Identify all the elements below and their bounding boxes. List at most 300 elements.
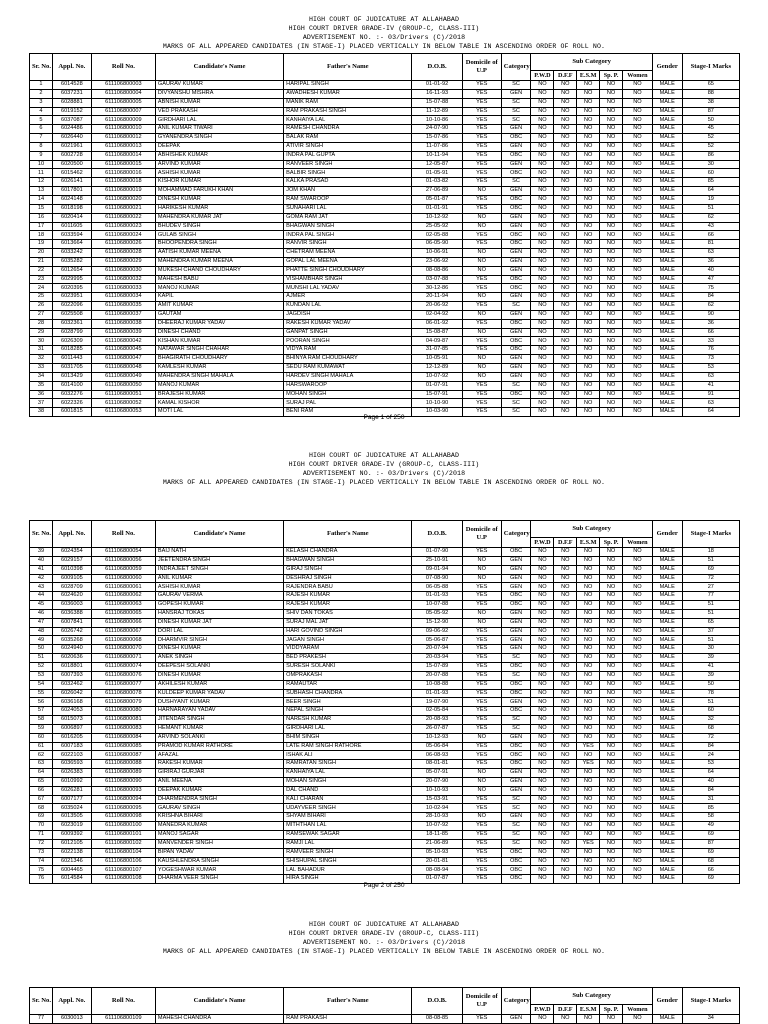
table-cell: NO bbox=[554, 760, 577, 769]
table-cell: 27-06-89 bbox=[412, 187, 462, 196]
table-cell: OBC bbox=[501, 751, 531, 760]
table-cell: NO bbox=[623, 627, 653, 636]
table-cell: 611106800098 bbox=[91, 813, 155, 822]
table-cell: NO bbox=[600, 662, 623, 671]
table-cell: KAMLESH KUMAR bbox=[155, 364, 283, 373]
table-cell: NO bbox=[531, 81, 554, 90]
table-cell: 07-08-90 bbox=[412, 574, 462, 583]
table-cell: MALE bbox=[652, 716, 682, 725]
table-cell: DINESH KUMAR bbox=[155, 671, 283, 680]
table-row bbox=[30, 81, 740, 90]
table-cell: 6024148 bbox=[52, 195, 91, 204]
table-cell: NO bbox=[531, 257, 554, 266]
table-cell: NO bbox=[554, 249, 577, 258]
table-cell: 6013505 bbox=[52, 813, 91, 822]
table-cell: 6011605 bbox=[52, 222, 91, 231]
table-cell: MALE bbox=[652, 107, 682, 116]
table-cell: NO bbox=[600, 654, 623, 663]
table-cell: UDAYVEER SINGH bbox=[284, 804, 412, 813]
col-sr: Sr. No. bbox=[30, 521, 53, 548]
col-domicile: Domicile of U.P bbox=[462, 988, 501, 1015]
table-cell: ASHISH KUMAR bbox=[155, 169, 283, 178]
table-cell: 611106800093 bbox=[91, 786, 155, 795]
table-cell: SEDU RAM KUMAWAT bbox=[284, 364, 412, 373]
table-row bbox=[30, 169, 740, 178]
table-row bbox=[30, 583, 740, 592]
table-cell: NO bbox=[623, 698, 653, 707]
table-cell: 08-08-86 bbox=[412, 266, 462, 275]
table-cell: CHETRAM MEENA bbox=[284, 249, 412, 258]
table-cell: NO bbox=[577, 381, 600, 390]
table-cell: 36 bbox=[682, 319, 739, 328]
table-cell: NO bbox=[600, 381, 623, 390]
table-cell: MALE bbox=[652, 355, 682, 364]
table-cell: 90 bbox=[682, 310, 739, 319]
table-cell: MALE bbox=[652, 346, 682, 355]
table-cell: NO bbox=[577, 134, 600, 143]
table-cell: 6035024 bbox=[52, 804, 91, 813]
table-cell: 51 bbox=[682, 609, 739, 618]
table-cell: NO bbox=[554, 134, 577, 143]
table-cell: NO bbox=[623, 1015, 653, 1024]
table-cell: GANPAT SINGH bbox=[284, 328, 412, 337]
table-cell: NO bbox=[462, 618, 501, 627]
table-cell: NO bbox=[600, 813, 623, 822]
table-cell: NO bbox=[623, 249, 653, 258]
table-cell: 8 bbox=[30, 142, 53, 151]
table-cell: 6031705 bbox=[52, 364, 91, 373]
table-cell: 10-12-92 bbox=[412, 213, 462, 222]
table-cell: GEN bbox=[501, 293, 531, 302]
col-subcategory: Sub Category bbox=[531, 521, 652, 538]
table-cell: YES bbox=[462, 195, 501, 204]
table-cell: MALE bbox=[652, 804, 682, 813]
table-cell: NO bbox=[623, 742, 653, 751]
table-cell: SC bbox=[501, 671, 531, 680]
table-cell: OBC bbox=[501, 275, 531, 284]
table-cell: NO bbox=[600, 831, 623, 840]
table-cell: OBC bbox=[501, 548, 531, 557]
table-cell: 09-06-92 bbox=[412, 627, 462, 636]
table-cell: MALE bbox=[652, 257, 682, 266]
table-row bbox=[30, 240, 740, 249]
table-cell: 6007841 bbox=[52, 618, 91, 627]
table-cell: AATISH KUMAR MEENA bbox=[155, 249, 283, 258]
table-cell: NO bbox=[600, 680, 623, 689]
table-cell: 41 bbox=[682, 662, 739, 671]
table-cell: 21-06-89 bbox=[412, 839, 462, 848]
table-row bbox=[30, 592, 740, 601]
table-cell: YES bbox=[462, 89, 501, 98]
table-cell: MALE bbox=[652, 116, 682, 125]
table-cell: 69 bbox=[682, 875, 739, 884]
table-cell: 63 bbox=[682, 249, 739, 258]
table-cell: NO bbox=[577, 337, 600, 346]
table-cell: NO bbox=[531, 769, 554, 778]
table-cell: ASHISH KUMAR bbox=[155, 583, 283, 592]
table-cell: 58 bbox=[30, 716, 53, 725]
table-cell: 36 bbox=[30, 390, 53, 399]
table-cell: NO bbox=[531, 716, 554, 725]
table-cell: NO bbox=[600, 565, 623, 574]
table-cell: NO bbox=[577, 169, 600, 178]
table-cell: 611106800005 bbox=[91, 98, 155, 107]
table-cell: HANSRAJ TOKAS bbox=[155, 609, 283, 618]
table-cell: MALE bbox=[652, 583, 682, 592]
col-spp: Sp. P. bbox=[600, 1005, 623, 1015]
table-cell: 18-11-85 bbox=[412, 831, 462, 840]
table-cell: NO bbox=[554, 355, 577, 364]
table-cell: NO bbox=[600, 257, 623, 266]
table-cell: 611106800030 bbox=[91, 266, 155, 275]
table-cell: 611106800024 bbox=[91, 231, 155, 240]
table-cell: NO bbox=[577, 724, 600, 733]
table-cell: NO bbox=[462, 328, 501, 337]
table-cell: 611106800022 bbox=[91, 213, 155, 222]
table-cell: NO bbox=[600, 627, 623, 636]
table-cell: 10-12-93 bbox=[412, 733, 462, 742]
table-cell: YES bbox=[462, 1015, 501, 1024]
table-cell: MALE bbox=[652, 399, 682, 408]
table-cell: MALE bbox=[652, 249, 682, 258]
table-cell: NO bbox=[531, 213, 554, 222]
table-cell: 6026281 bbox=[52, 786, 91, 795]
table-cell: NO bbox=[531, 618, 554, 627]
col-dff: D.F.F bbox=[554, 1005, 577, 1015]
table-cell: 611106800010 bbox=[91, 125, 155, 134]
table-cell: OBC bbox=[501, 742, 531, 751]
table-row bbox=[30, 689, 740, 698]
table-cell: 6009105 bbox=[52, 574, 91, 583]
table-cell: GEN bbox=[501, 364, 531, 373]
table-cell: NO bbox=[554, 565, 577, 574]
table-cell: 611106800049 bbox=[91, 372, 155, 381]
table-cell: NO bbox=[623, 310, 653, 319]
col-father: Father's Name bbox=[284, 54, 412, 81]
table-cell: 6018285 bbox=[52, 346, 91, 355]
table-cell: HARSWAROOP bbox=[284, 381, 412, 390]
table-cell: OBC bbox=[501, 680, 531, 689]
table-cell: GEN bbox=[501, 769, 531, 778]
table-cell: NO bbox=[577, 866, 600, 875]
table-cell: 10-11-94 bbox=[412, 151, 462, 160]
table-cell: MAHENDRA KUMAR JAT bbox=[155, 213, 283, 222]
table-cell: GULAB SINGH bbox=[155, 231, 283, 240]
table-cell: ABHISHEK KUMAR bbox=[155, 151, 283, 160]
table-cell: GEN bbox=[501, 777, 531, 786]
col-appl: Appl. No. bbox=[52, 988, 91, 1015]
table-cell: 6012105 bbox=[52, 839, 91, 848]
table-cell: GEN bbox=[501, 733, 531, 742]
table-cell: MALE bbox=[652, 89, 682, 98]
table-cell: 85 bbox=[682, 178, 739, 187]
table-cell: NO bbox=[600, 178, 623, 187]
table-cell: DINESH KUMAR bbox=[155, 195, 283, 204]
table-cell: NO bbox=[600, 293, 623, 302]
table-cell: GEN bbox=[501, 645, 531, 654]
table-cell: NO bbox=[531, 355, 554, 364]
col-dff: D.F.F bbox=[554, 538, 577, 548]
table-cell: GEN bbox=[501, 636, 531, 645]
table-cell: GYANENDRA SINGH bbox=[155, 134, 283, 143]
table-cell: NO bbox=[531, 698, 554, 707]
table-cell: NO bbox=[577, 716, 600, 725]
table-cell: 7 bbox=[30, 134, 53, 143]
table-cell: NO bbox=[577, 601, 600, 610]
court-name: HIGH COURT OF JUDICATURE AT ALLAHABAD bbox=[308, 921, 460, 928]
table-cell: 611106800007 bbox=[91, 107, 155, 116]
table-cell: MALE bbox=[652, 654, 682, 663]
table-cell: 611106800107 bbox=[91, 866, 155, 875]
table-cell: ABNISH KUMAR bbox=[155, 98, 283, 107]
table-cell: 06-05-90 bbox=[412, 240, 462, 249]
table-cell: BHAGWAN SINGH bbox=[284, 556, 412, 565]
table-cell: OBC bbox=[501, 337, 531, 346]
table-cell: 27 bbox=[30, 310, 53, 319]
table-cell: NO bbox=[462, 565, 501, 574]
table-cell: 49 bbox=[30, 636, 53, 645]
table-cell: BRAJESH KUMAR bbox=[155, 390, 283, 399]
table-cell: SC bbox=[501, 98, 531, 107]
table-cell: NO bbox=[462, 372, 501, 381]
table-cell: NO bbox=[554, 777, 577, 786]
table-cell: YES bbox=[462, 98, 501, 107]
col-father: Father's Name bbox=[284, 988, 412, 1015]
col-domicile: Domicile of U.P bbox=[462, 521, 501, 548]
table-cell: 49 bbox=[682, 822, 739, 831]
table-cell: 15-03-91 bbox=[412, 795, 462, 804]
page-header bbox=[0, 451, 768, 487]
table-cell: 611106800087 bbox=[91, 751, 155, 760]
table-cell: 36 bbox=[682, 257, 739, 266]
table-cell: 54 bbox=[30, 680, 53, 689]
table-cell: 59 bbox=[30, 724, 53, 733]
table-row bbox=[30, 654, 740, 663]
table-cell: 611106800085 bbox=[91, 742, 155, 751]
table-cell: HARI GOVIND SINGH bbox=[284, 627, 412, 636]
table-cell: NO bbox=[531, 399, 554, 408]
table-cell: NO bbox=[554, 399, 577, 408]
table-cell: 6018801 bbox=[52, 662, 91, 671]
table-cell: 611106800042 bbox=[91, 337, 155, 346]
table-row bbox=[30, 680, 740, 689]
col-pwd: P.W.D bbox=[531, 538, 554, 548]
table-row bbox=[30, 618, 740, 627]
table-cell: 6026141 bbox=[52, 178, 91, 187]
table-cell: NO bbox=[577, 116, 600, 125]
table-cell: 611106800034 bbox=[91, 293, 155, 302]
table-cell: 11 bbox=[30, 169, 53, 178]
table-cell: NO bbox=[623, 125, 653, 134]
table-cell: 06-08-93 bbox=[412, 751, 462, 760]
table-cell: 39 bbox=[30, 548, 53, 557]
table-cell: 15-07-89 bbox=[412, 662, 462, 671]
table-cell: NO bbox=[577, 822, 600, 831]
table-cell: NO bbox=[554, 284, 577, 293]
table-cell: 6037087 bbox=[52, 116, 91, 125]
table-cell: YES bbox=[577, 760, 600, 769]
table-cell: GEN bbox=[501, 583, 531, 592]
col-subcategory: Sub Category bbox=[531, 988, 652, 1005]
table-cell: NO bbox=[623, 98, 653, 107]
table-cell: 611106800063 bbox=[91, 601, 155, 610]
col-marks: Stage-I Marks bbox=[682, 521, 739, 548]
table-cell: NO bbox=[577, 240, 600, 249]
table-cell: NO bbox=[600, 284, 623, 293]
table-cell: GEN bbox=[501, 328, 531, 337]
table-cell: RAMJI LAL bbox=[284, 839, 412, 848]
table-cell: 6022138 bbox=[52, 848, 91, 857]
table-cell: 6001815 bbox=[52, 408, 91, 417]
court-name: HIGH COURT OF JUDICATURE AT ALLAHABAD bbox=[308, 452, 460, 459]
table-cell: YES bbox=[462, 142, 501, 151]
table-cell: 611106800013 bbox=[91, 142, 155, 151]
table-cell: YES bbox=[462, 319, 501, 328]
table-row bbox=[30, 381, 740, 390]
table-cell: GIRDHARI LAL bbox=[284, 724, 412, 733]
table-cell: NO bbox=[623, 346, 653, 355]
table-cell: NO bbox=[577, 98, 600, 107]
table-cell: NO bbox=[462, 213, 501, 222]
table-cell: 6022326 bbox=[52, 399, 91, 408]
table-cell: 6015462 bbox=[52, 169, 91, 178]
table-cell: NO bbox=[600, 751, 623, 760]
table-cell: YES bbox=[462, 231, 501, 240]
table-row bbox=[30, 707, 740, 716]
table-cell: AKHILESH KUMAR bbox=[155, 680, 283, 689]
table-cell: MALE bbox=[652, 151, 682, 160]
table-cell: YES bbox=[462, 592, 501, 601]
table-cell: SC bbox=[501, 654, 531, 663]
col-sr: Sr. No. bbox=[30, 54, 53, 81]
table-cell: 611106800003 bbox=[91, 81, 155, 90]
table-cell: DEEPESH SOLANKI bbox=[155, 662, 283, 671]
table-cell: MALE bbox=[652, 1015, 682, 1024]
table-cell: 38 bbox=[682, 98, 739, 107]
table-cell: BENI RAM bbox=[284, 408, 412, 417]
table-cell: NO bbox=[600, 408, 623, 417]
table-cell: MALE bbox=[652, 134, 682, 143]
table-cell: 18 bbox=[682, 548, 739, 557]
table-cell: 75 bbox=[682, 284, 739, 293]
table-cell: NO bbox=[554, 601, 577, 610]
table-cell: 40 bbox=[30, 556, 53, 565]
table-cell: RANVEER SINGH bbox=[284, 160, 412, 169]
table-cell: NO bbox=[554, 142, 577, 151]
table-cell: 611106800004 bbox=[91, 89, 155, 98]
table-cell: NO bbox=[600, 142, 623, 151]
table-cell: NO bbox=[531, 134, 554, 143]
table-cell: 6020395 bbox=[52, 284, 91, 293]
table-cell: MALE bbox=[652, 866, 682, 875]
table-cell: 81 bbox=[682, 240, 739, 249]
col-spp: Sp. P. bbox=[600, 71, 623, 81]
table-cell: GEN bbox=[501, 89, 531, 98]
table-cell: 88 bbox=[682, 89, 739, 98]
table-cell: NO bbox=[600, 98, 623, 107]
table-cell: GEN bbox=[501, 1015, 531, 1024]
court-name: HIGH COURT OF JUDICATURE AT ALLAHABAD bbox=[308, 16, 460, 23]
table-cell: NO bbox=[577, 195, 600, 204]
table-cell: 10-03-90 bbox=[412, 408, 462, 417]
table-cell: 71 bbox=[30, 831, 53, 840]
table-cell: AWADHESH KUMAR bbox=[284, 89, 412, 98]
table-cell: NO bbox=[623, 574, 653, 583]
table-cell: 32 bbox=[682, 716, 739, 725]
table-cell: YOGESHWAR KUMAR bbox=[155, 866, 283, 875]
table-cell: MALE bbox=[652, 636, 682, 645]
table-cell: 11-12-89 bbox=[412, 107, 462, 116]
table-cell: NO bbox=[600, 204, 623, 213]
table-cell: POORAN SINGH bbox=[284, 337, 412, 346]
table-cell: NO bbox=[531, 601, 554, 610]
post-name: HIGH COURT DRIVER GRADE-IV (GROUP-C, CLASS-III) bbox=[288, 461, 480, 468]
table-cell: GEN bbox=[501, 187, 531, 196]
table-cell: 611106800089 bbox=[91, 769, 155, 778]
table-cell: AJMER bbox=[284, 293, 412, 302]
table-cell: 57 bbox=[30, 707, 53, 716]
table-cell: AMIT KUMAR bbox=[155, 302, 283, 311]
table-cell: 52 bbox=[682, 142, 739, 151]
table-cell: 70 bbox=[30, 822, 53, 831]
table-cell: YES bbox=[462, 645, 501, 654]
table-cell: 10-07-92 bbox=[412, 372, 462, 381]
table-cell: MOHAN SINGH bbox=[284, 777, 412, 786]
table-cell: NO bbox=[577, 751, 600, 760]
table-cell: 76 bbox=[682, 346, 739, 355]
table-cell: NO bbox=[623, 293, 653, 302]
table-cell: 24 bbox=[682, 751, 739, 760]
table-cell: NO bbox=[531, 822, 554, 831]
table-cell: SC bbox=[501, 81, 531, 90]
table-cell: NO bbox=[531, 707, 554, 716]
table-cell: DESHRAJ SINGH bbox=[284, 574, 412, 583]
table-cell: 72 bbox=[682, 574, 739, 583]
table-cell: NO bbox=[600, 848, 623, 857]
table-cell: VISHAMBHAR SINGH bbox=[284, 275, 412, 284]
table-cell: 12-12-89 bbox=[412, 364, 462, 373]
table-cell: NO bbox=[623, 364, 653, 373]
table-cell: 01-03-82 bbox=[412, 178, 462, 187]
table-cell: NO bbox=[623, 671, 653, 680]
table-cell: DINESH KUMAR JAT bbox=[155, 618, 283, 627]
table-cell: NO bbox=[531, 875, 554, 884]
table-cell: MALE bbox=[652, 125, 682, 134]
table-cell: 6013664 bbox=[52, 240, 91, 249]
table-cell: NO bbox=[600, 698, 623, 707]
table-cell: NO bbox=[577, 302, 600, 311]
table-cell: NO bbox=[577, 399, 600, 408]
table-cell: 11-07-86 bbox=[412, 142, 462, 151]
table-cell: NO bbox=[623, 107, 653, 116]
table-cell: YES bbox=[462, 107, 501, 116]
table-cell: DAL CHAND bbox=[284, 786, 412, 795]
table-cell: 45 bbox=[30, 601, 53, 610]
table-cell: 37 bbox=[682, 627, 739, 636]
table-cell: SC bbox=[501, 107, 531, 116]
table-cell: 02-05-88 bbox=[412, 231, 462, 240]
table-cell: NO bbox=[462, 574, 501, 583]
table-cell: 32 bbox=[30, 355, 53, 364]
table-cell: NO bbox=[554, 662, 577, 671]
table-cell: NO bbox=[600, 760, 623, 769]
table-cell: MAHENDRA KUMAR MEENA bbox=[155, 257, 283, 266]
table-cell: NO bbox=[554, 636, 577, 645]
table-cell: 73 bbox=[682, 355, 739, 364]
col-women: Women bbox=[623, 538, 653, 548]
table-cell: OBC bbox=[501, 231, 531, 240]
table-cell: BALBIR SINGH bbox=[284, 169, 412, 178]
